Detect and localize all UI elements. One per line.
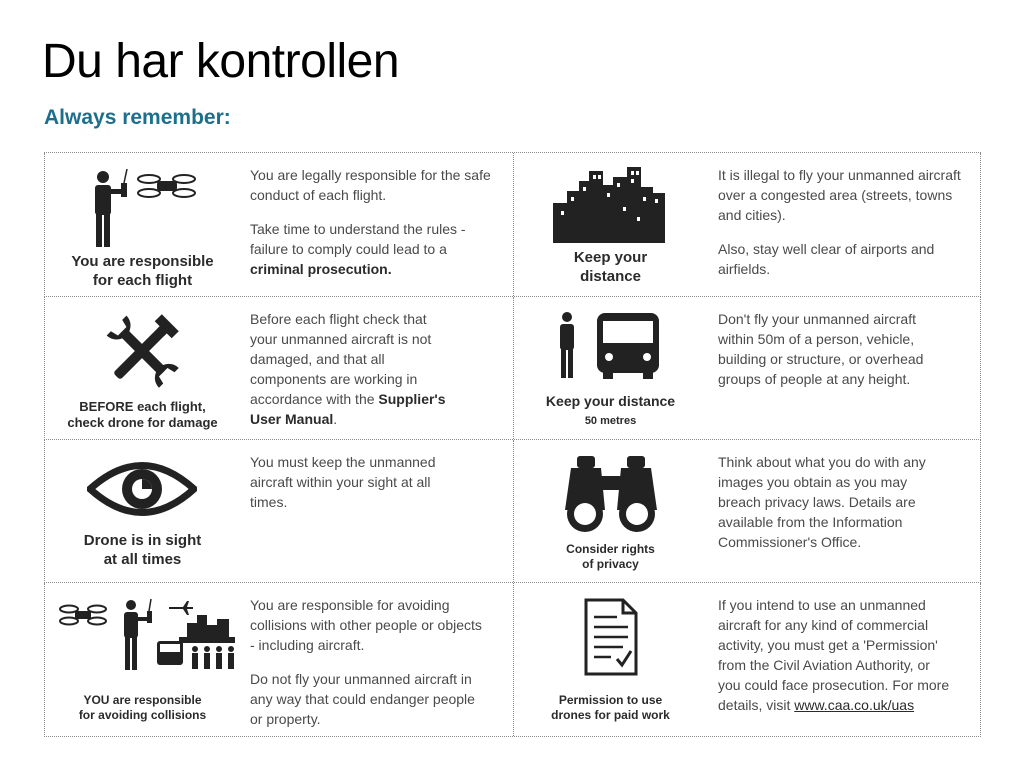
rule-text [250, 595, 485, 743]
icon-caption [513, 393, 708, 428]
caption-line: drones for paid work [551, 708, 670, 722]
caption-line: Drone is in sight [83, 532, 202, 549]
rule-paragraph: You are legally responsible for the safe conduct of each flight. [250, 167, 491, 203]
rule-paragraph: You must keep the unmanned aircraft within your sight at all times. [250, 454, 436, 510]
pilot-with-drone-icon [89, 169, 199, 249]
caption-line: Keep your distance [545, 393, 676, 409]
caption-line: at all times [103, 550, 182, 568]
rule-paragraph: Also, stay well clear of airports and airfields. [718, 241, 935, 277]
rule-text-plain: Before each flight check that your unmanned aircraft is not damaged, and that all components are working in accordance with the [250, 311, 432, 407]
rule-cell-line-of-sight [45, 440, 513, 582]
rule-paragraph: You are responsible for avoiding collisions with other people or objects - including aircraft. [250, 597, 482, 653]
rule-text [718, 309, 953, 403]
icon-caption [45, 532, 240, 570]
rules-row-2 [44, 297, 981, 440]
city-buildings-icon [553, 163, 665, 243]
eye-icon [87, 456, 197, 522]
rule-cell-check-damage [45, 297, 513, 439]
caption-line: check drone for damage [67, 415, 218, 431]
caption-line: Keep your [573, 249, 648, 266]
icon-caption [513, 693, 708, 723]
icon-caption [513, 249, 708, 287]
rule-text-bold: Supplier's User Manual [250, 391, 446, 427]
icon-caption [513, 542, 708, 572]
binoculars-icon [563, 454, 659, 534]
rule-text-plain: . [333, 411, 338, 427]
collision-scene-icon [59, 597, 235, 677]
caption-line: BEFORE each flight, [79, 399, 206, 414]
rule-cell-avoid-collisions [45, 583, 513, 736]
slide-title: Du har kontrollen [42, 35, 400, 88]
caption-line: for avoiding collisions [78, 708, 207, 722]
rule-cell-privacy [513, 440, 981, 582]
rule-paragraph: It is illegal to fly your unmanned aircraft over a congested area (streets, towns and cities). [718, 167, 961, 223]
rule-cell-keep-50m [513, 297, 981, 439]
rule-paragraph [250, 309, 450, 429]
rule-text-plain: If you intend to use an unmanned aircraft for any kind of commercial activity, you must get a 'Permission' from the Civil Aviation Authority, or you could face prosecution. For more details, visit [718, 597, 950, 713]
rule-cell-responsible-flight [45, 153, 513, 296]
person-and-bus-icon [557, 311, 661, 381]
caa-uas-link[interactable]: www.caa.co.uk/uas [794, 697, 915, 713]
icon-caption [45, 253, 240, 291]
icon-caption [45, 399, 240, 432]
rule-paragraph: Think about what you do with any images you obtain as you may breach privacy laws. Details are available from the Information Commissioner's Office. [718, 454, 926, 550]
rule-paragraph: Don't fly your unmanned aircraft within 50m of a person, vehicle, building or structure, or overhead groups of people at any height. [718, 311, 924, 387]
rule-paragraph [250, 219, 500, 279]
rule-text [718, 165, 968, 293]
caption-line: Consider rights [566, 542, 655, 556]
rule-text-plain: Take time to understand the rules - failure to comply could lead to a [250, 221, 466, 257]
icon-caption [45, 693, 240, 723]
caption-line: distance [580, 267, 641, 285]
caption-line: You are responsible [71, 253, 214, 270]
document-permission-icon [583, 597, 639, 677]
rule-cell-permission [513, 583, 981, 736]
rule-paragraph [718, 595, 953, 715]
caption-line: Permission to use [558, 693, 663, 707]
caption-line: for each flight [92, 271, 193, 289]
tools-icon [102, 311, 182, 391]
rule-text [250, 309, 450, 443]
rule-text [718, 595, 953, 729]
rules-row-3 [44, 440, 981, 583]
rules-row-1 [44, 153, 981, 297]
rules-grid [44, 152, 981, 737]
caption-line: 50 metres [584, 414, 637, 427]
caption-line: of privacy [582, 557, 639, 571]
rule-text [250, 165, 500, 293]
caption-line: YOU are responsible [83, 693, 202, 707]
section-heading: Always remember: [44, 106, 231, 129]
rules-row-4 [44, 583, 981, 737]
rule-text-bold: criminal prosecution. [250, 261, 392, 277]
rule-paragraph: Do not fly your unmanned aircraft in any way that could endanger people or property. [250, 671, 475, 727]
rule-cell-congested-area [513, 153, 981, 296]
rule-text [250, 452, 460, 526]
rule-text [718, 452, 953, 566]
